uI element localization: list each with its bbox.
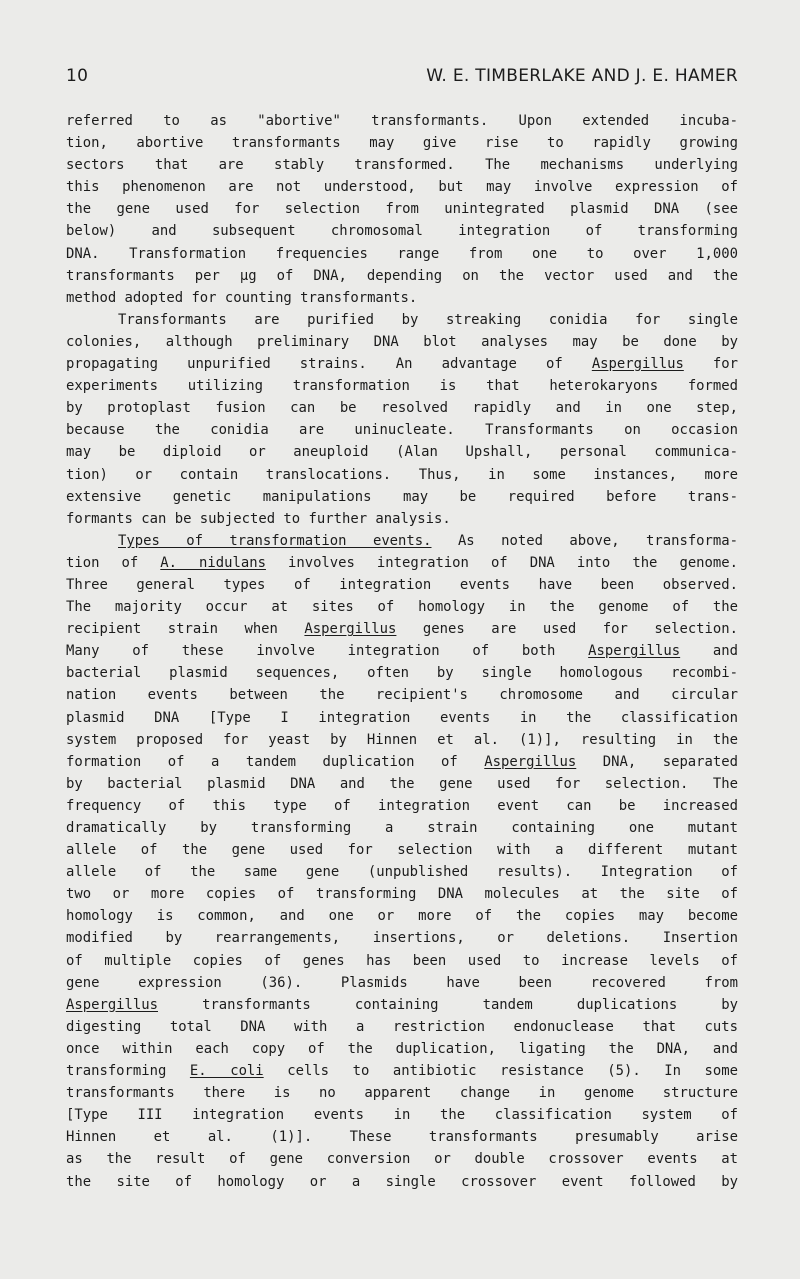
text-line xyxy=(66,596,738,618)
text-run: Transformants are purified by streaking conidia for single xyxy=(118,311,738,328)
text-line xyxy=(66,331,738,353)
text-run: this phenomenon are not understood, but may involve expression of xyxy=(66,179,738,196)
text-run: below) and subsequent chromosomal integration of transforming xyxy=(66,223,738,240)
text-line xyxy=(66,729,738,751)
text-run: transforming xyxy=(66,1063,190,1080)
text-run: gene expression (36). Plasmids have been recovered from xyxy=(66,974,738,991)
text-run: of multiple copies of genes has been used to increase levels of xyxy=(66,952,738,969)
paragraph xyxy=(66,530,738,1193)
text-line xyxy=(66,950,738,972)
text-run: because the conidia are uninucleate. Transformants on occasion xyxy=(66,422,738,439)
text-run: referred to as "abortive" transformants. Upon extended incuba- xyxy=(66,113,738,129)
text-run: DNA, separated xyxy=(576,753,738,770)
text-line xyxy=(66,265,738,287)
text-line xyxy=(66,530,738,552)
underlined-term: Types of transformation events. xyxy=(118,532,432,549)
text-line xyxy=(66,243,738,265)
text-run: allele of the same gene (unpublished results). Integration of xyxy=(66,864,738,881)
body-text xyxy=(66,110,738,1193)
text-run: As noted above, transforma- xyxy=(431,532,738,549)
text-line xyxy=(66,1126,738,1148)
underlined-term: Aspergillus xyxy=(484,753,577,770)
text-run: formation of a tandem duplication of xyxy=(66,753,485,770)
text-line xyxy=(66,552,738,574)
text-run: DNA. Transformation frequencies range from one to over 1,000 xyxy=(66,245,738,262)
text-line xyxy=(66,839,738,861)
text-line xyxy=(66,994,738,1016)
text-run: as the result of gene conversion or double crossover events at xyxy=(66,1151,738,1168)
page-number: 10 xyxy=(66,66,89,86)
underlined-term: Aspergillus xyxy=(304,621,397,638)
text-line xyxy=(66,287,738,309)
text-run: by bacterial plasmid DNA and the gene used for selection. The xyxy=(66,775,738,792)
text-line xyxy=(66,640,738,662)
text-line xyxy=(66,707,738,729)
underlined-term: E. coli xyxy=(189,1063,264,1080)
text-run: recipient strain when xyxy=(66,621,305,638)
text-run: extensive genetic manipulations may be required before trans- xyxy=(66,488,738,505)
text-line xyxy=(66,110,738,132)
text-line xyxy=(66,1148,738,1170)
paragraph xyxy=(66,110,738,309)
underlined-term: Aspergillus xyxy=(591,356,684,373)
text-line xyxy=(66,508,738,530)
text-line xyxy=(66,176,738,198)
text-line xyxy=(66,441,738,463)
text-line xyxy=(66,1060,738,1082)
text-run: [Type III integration events in the classification system of xyxy=(66,1107,738,1124)
text-run: Many of these involve integration of both xyxy=(66,643,589,660)
text-run: tion) or contain translocations. Thus, in some instances, more xyxy=(66,466,738,483)
text-run: digesting total DNA with a restriction endonuclease that cuts xyxy=(66,1018,738,1035)
text-run: dramatically by transforming a strain containing one mutant xyxy=(66,820,738,836)
text-run: frequency of this type of integration event can be increased xyxy=(66,797,738,814)
text-line xyxy=(66,773,738,795)
text-run: for xyxy=(683,356,738,373)
text-run: the site of homology or a single crossover event followed by xyxy=(66,1173,738,1190)
text-line xyxy=(66,817,738,839)
text-line xyxy=(66,198,738,220)
text-run: plasmid DNA [Type I integration events in the classification xyxy=(66,709,738,726)
text-line xyxy=(66,795,738,817)
text-run: nation events between the recipient's chromosome and circular xyxy=(66,687,738,704)
text-run: experiments utilizing transformation is that heterokaryons formed xyxy=(66,378,738,395)
text-run: and xyxy=(680,643,738,660)
text-run: method adopted for counting transformants. xyxy=(66,289,418,306)
text-run: by protoplast fusion can be resolved rapidly and in one step, xyxy=(66,400,738,417)
underlined-term: A. nidulans xyxy=(160,554,266,571)
text-run: may be diploid or aneuploid (Alan Upshall, personal communica- xyxy=(66,444,738,461)
text-line xyxy=(66,883,738,905)
text-run: transformants there is no apparent change in genome structure xyxy=(66,1085,738,1102)
text-line xyxy=(66,464,738,486)
text-line xyxy=(66,1038,738,1060)
text-line xyxy=(66,574,738,596)
text-run: formants can be subjected to further analysis. xyxy=(66,510,451,527)
text-run: propagating unpurified strains. An advantage of xyxy=(66,356,592,373)
text-run: transformants containing tandem duplications by xyxy=(158,996,738,1013)
text-line xyxy=(66,419,738,441)
text-run: once within each copy of the duplication, ligating the DNA, and xyxy=(66,1040,738,1057)
text-line xyxy=(66,618,738,640)
text-run: transformants per µg of DNA, depending on the vector used and the xyxy=(66,267,738,284)
text-run: allele of the gene used for selection with a different mutant xyxy=(66,842,738,859)
underlined-term: Aspergillus xyxy=(66,996,158,1013)
text-run: involves integration of DNA into the genome. xyxy=(265,554,738,571)
text-run: colonies, although preliminary DNA blot analyses may be done by xyxy=(66,333,738,350)
text-run: system proposed for yeast by Hinnen et al. (1)], resulting in the xyxy=(66,731,738,748)
text-line xyxy=(66,662,738,684)
paragraph xyxy=(66,309,738,530)
text-line xyxy=(66,154,738,176)
text-line xyxy=(66,927,738,949)
text-line xyxy=(66,861,738,883)
text-run: cells to antibiotic resistance (5). In some xyxy=(263,1063,738,1080)
text-run: Hinnen et al. (1)]. These transformants presumably arise xyxy=(66,1129,738,1146)
text-line xyxy=(66,309,738,331)
text-run: tion, abortive transformants may give rise to rapidly growing xyxy=(66,135,738,152)
text-run: two or more copies of transforming DNA molecules at the site of xyxy=(66,886,738,903)
underlined-term: Aspergillus xyxy=(588,643,681,660)
text-line xyxy=(66,486,738,508)
text-line xyxy=(66,353,738,375)
text-line xyxy=(66,1104,738,1126)
text-run: homology is common, and one or more of the copies may become xyxy=(66,908,738,925)
text-line xyxy=(66,1171,738,1193)
text-run: The majority occur at sites of homology in the genome of the xyxy=(66,599,738,616)
text-run: bacterial plasmid sequences, often by single homologous recombi- xyxy=(66,665,738,682)
text-line xyxy=(66,375,738,397)
text-line xyxy=(66,1082,738,1104)
text-line xyxy=(66,132,738,154)
text-line xyxy=(66,905,738,927)
text-run: modified by rearrangements, insertions, or deletions. Insertion xyxy=(66,930,738,947)
text-line xyxy=(66,684,738,706)
text-line xyxy=(66,751,738,773)
text-line xyxy=(66,972,738,994)
text-run: sectors that are stably transformed. The mechanisms underlying xyxy=(66,157,738,174)
text-line xyxy=(66,220,738,242)
text-run: the gene used for selection from unintegrated plasmid DNA (see xyxy=(66,201,738,218)
text-line xyxy=(66,397,738,419)
page-header xyxy=(66,66,738,90)
text-run: genes are used for selection. xyxy=(396,621,738,638)
text-line xyxy=(66,1016,738,1038)
text-run: Three general types of integration events have been observed. xyxy=(66,576,738,593)
running-head: W. E. TIMBERLAKE AND J. E. HAMER xyxy=(426,66,738,86)
text-run: tion of xyxy=(66,554,161,571)
